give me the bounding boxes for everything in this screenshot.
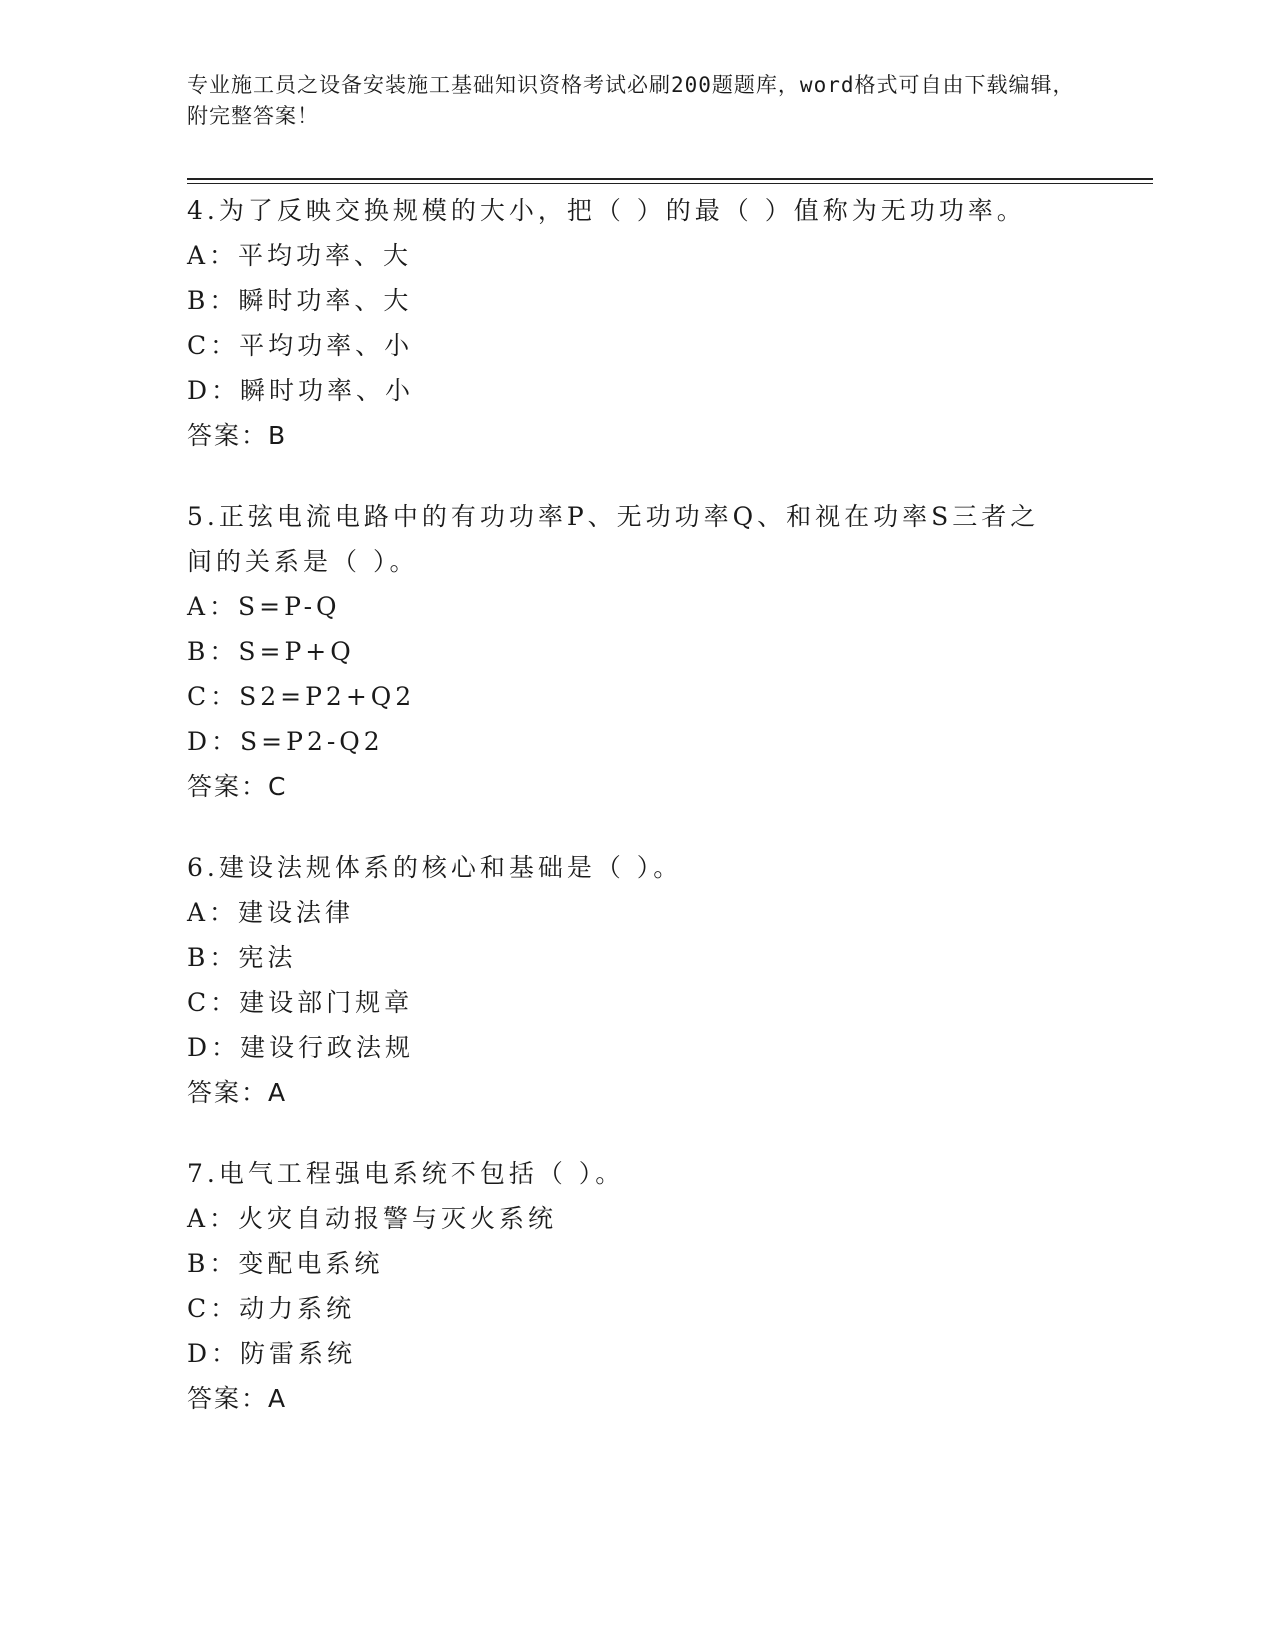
question-stem: 7.电气工程强电系统不包括（ ）。: [187, 1159, 625, 1188]
option-c: C：建设部门规章: [187, 988, 414, 1017]
option-d: D：建设行政法规: [187, 1033, 415, 1062]
question-item: [187, 188, 1153, 458]
answer-line: 答案：C: [187, 772, 288, 801]
option-b: B：变配电系统: [187, 1249, 384, 1278]
question-stem: 6.建设法规体系的核心和基础是（ ）。: [187, 853, 683, 882]
answer-line: 答案：A: [187, 1078, 288, 1107]
option-b: B：瞬时功率、大: [187, 286, 413, 315]
question-stem: 5.正弦电流电路中的有功功率P、无功功率Q、和视在功率S三者之间的关系是（ ）。: [187, 502, 1040, 576]
option-a: A：S=P-Q: [187, 592, 341, 621]
document-header-title: 专业施工员之设备安装施工基础知识资格考试必刷200题题库，word格式可自由下载编辑，附完整答案！: [187, 73, 1075, 128]
answer-line: 答案：A: [187, 1384, 288, 1413]
option-c: C：S2=P2+Q2: [187, 682, 416, 711]
option-a: A：平均功率、大: [187, 241, 413, 270]
question-item: [187, 494, 1153, 809]
option-a: A：火灾自动报警与灭火系统: [187, 1204, 558, 1233]
header-divider-thin: [187, 183, 1153, 184]
option-d: D：S=P2-Q2: [187, 727, 384, 756]
option-d: D：防雷系统: [187, 1339, 357, 1368]
answer-line: 答案：B: [187, 421, 288, 450]
question-item: [187, 1151, 1153, 1421]
document-page: [187, 70, 1153, 1413]
question-item: [187, 845, 1153, 1115]
option-b: B：S=P+Q: [187, 637, 355, 666]
option-b: B：宪法: [187, 943, 297, 972]
option-c: C：动力系统: [187, 1294, 356, 1323]
header-divider: [187, 178, 1153, 180]
option-d: D：瞬时功率、小: [187, 376, 415, 405]
question-stem: 4.为了反映交换规模的大小，把（ ）的最（ ）值称为无功功率。: [187, 196, 1026, 225]
option-a: A：建设法律: [187, 898, 355, 927]
option-c: C：平均功率、小: [187, 331, 414, 360]
question-list: [187, 188, 1153, 1457]
